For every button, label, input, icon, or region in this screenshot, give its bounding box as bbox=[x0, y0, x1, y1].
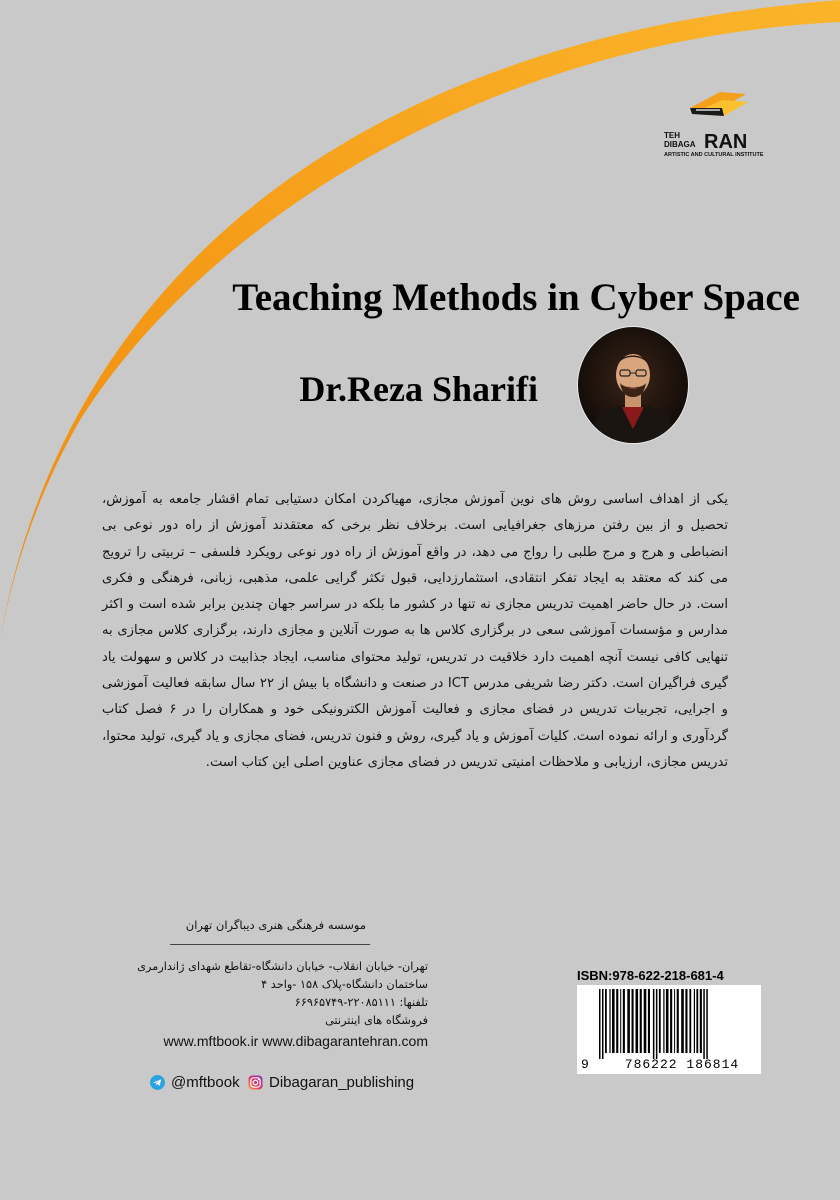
publisher-logo bbox=[664, 70, 774, 160]
barcode-bar bbox=[666, 989, 669, 1053]
barcode-bar bbox=[605, 989, 607, 1053]
barcode-bar bbox=[616, 989, 618, 1053]
summary-line: برگزاری کلاس ها به صورت آنلاین و مجازی دارند، برگزاری کلاس مجازی به تنهایی کافی نیست آنچه اهمیت دارد bbox=[102, 623, 728, 665]
barcode-bar bbox=[620, 989, 621, 1053]
barcode-prefix-digit: 9 bbox=[581, 1057, 589, 1072]
barcode-bar bbox=[656, 989, 658, 1059]
barcode-bar bbox=[640, 989, 642, 1053]
barcode-bar bbox=[648, 989, 650, 1053]
logo-subtitle: ARTISTIC AND CULTURAL INSTITUTE bbox=[664, 152, 764, 158]
barcode-bar bbox=[623, 989, 625, 1053]
telegram-handle: @mftbook bbox=[171, 1074, 240, 1091]
summary-line: طلبی را رواج می دهد، در واقع آموزش از راه دور نوعی رویکرد فلسفی – تربیتی را ترویج می کند که معتقد به ایجاد تفکر bbox=[102, 544, 728, 586]
barcode-bar bbox=[694, 989, 695, 1053]
summary-line: از بین رفتن مرزهای جغرافیایی است. برخلاف نظر برخی که معتقدند آموزش از راه دور نوعی بی انضباطی و هرج و مرج bbox=[102, 518, 728, 560]
author-name: Dr.Reza Sharifi bbox=[299, 369, 538, 409]
barcode-bar bbox=[670, 989, 672, 1053]
barcode-bar bbox=[632, 989, 634, 1053]
address-line-1: تهران- خیابان انقلاب- خیابان دانشگاه-تقاطع شهدای ژاندارمری bbox=[137, 960, 428, 973]
barcode-bar bbox=[627, 989, 630, 1053]
publisher-name: موسسه فرهنگی هنری دیباگران تهران bbox=[185, 918, 366, 932]
barcode-digits: 786222 186814 bbox=[624, 1057, 740, 1072]
barcode-bar bbox=[659, 989, 661, 1053]
barcode-bar bbox=[696, 989, 698, 1053]
logo-text-teh: TEH bbox=[664, 131, 680, 140]
barcode-bar bbox=[636, 989, 639, 1053]
barcode-bar bbox=[685, 989, 687, 1053]
summary-line: مجازی نه تنها در کشور ما بلکه در سراسر جهان چندین برابر شده است و اکثر مدارس و مؤسسات آموزشی سعی در bbox=[102, 597, 728, 639]
barcode-bar bbox=[703, 989, 705, 1059]
publisher-address-block bbox=[60, 958, 428, 1050]
isbn-barcode-block bbox=[577, 968, 761, 1074]
summary-line: خلاقیت در تدریس، تولید محتوای مناسب، ایجاد جذابیت در کلاس و سهولت یاد گیری فراگیران است. دکتر رضا bbox=[102, 649, 729, 692]
book-summary bbox=[102, 487, 728, 776]
barcode-bar bbox=[706, 989, 708, 1059]
instagram-icon bbox=[248, 1075, 263, 1090]
social-handles bbox=[150, 1074, 450, 1096]
online-stores-label: فروشگاه های اینترنتی bbox=[325, 1014, 428, 1027]
logo-text-ran: RAN bbox=[704, 131, 748, 153]
phone-line: تلفنها: ۲۲۰۸۵۱۱۱-۶۶۹۶۵۷۴۹ bbox=[294, 996, 428, 1009]
summary-line: مجازی و فعالیت آموزش الکترونیکی خود و همکاران را در ۶ فصل کتاب گردآوری و ارائه نموده است. کلیات آموزش و bbox=[102, 702, 728, 744]
barcode-bar bbox=[644, 989, 647, 1053]
publisher-divider bbox=[170, 944, 370, 945]
barcode-bar bbox=[653, 989, 655, 1059]
summary-line: شریفی مدرس ICT در صنعت و دانشگاه با بیش از ۲۲ سال سابقه فعالیت آموزشی و اجرایی، تجربیات تدریس در فضای bbox=[102, 676, 728, 718]
logo-text-dibaga: DIBAGA bbox=[664, 140, 696, 149]
barcode-bar bbox=[689, 989, 691, 1053]
address-line-2: ساختمان دانشگاه-پلاک ۱۵۸ -واحد ۴ bbox=[261, 978, 428, 991]
telegram-icon bbox=[150, 1075, 165, 1090]
instagram-handle: Dibagaran_publishing bbox=[269, 1074, 415, 1091]
author-portrait bbox=[576, 325, 690, 445]
barcode-bar bbox=[681, 989, 684, 1053]
isbn-label: ISBN:978-622-218-681-4 bbox=[577, 968, 724, 983]
website-links[interactable]: www.mftbook.ir www.dibagarantehran.com bbox=[163, 1033, 428, 1049]
barcode-bar bbox=[700, 989, 702, 1053]
book-title: Teaching Methods in Cyber Space bbox=[232, 276, 800, 319]
summary-line: تدریس در فضای مجازی عناوین اصلی این کتاب است. bbox=[205, 754, 498, 770]
barcode-bar bbox=[609, 989, 610, 1053]
barcode-bar bbox=[674, 989, 675, 1053]
summary-line: یکی از اهداف اساسی روش های نوین آموزش مجازی، مهیاکردن امکان دستیابی تمام اقشار جامعه به آموزش، تحصیل و bbox=[102, 492, 728, 534]
barcode-bar bbox=[663, 989, 664, 1053]
summary-line: انتقادی، استثمارزدایی، قبول تکثر گرایی علمی، مذهبی، زبانی، فرهنگی و فکری است. در حال حاضر اهمیت تدریس bbox=[102, 570, 728, 613]
barcode-bar bbox=[602, 989, 604, 1059]
summary-line: یاد گیری، روش و فنون تدریس، فضای مجازی و یاد گیری، تولید محتوا، تدریس مجازی، ارزیابی و ملاحظات امنیتی bbox=[102, 728, 728, 770]
telegram-link[interactable] bbox=[150, 1074, 240, 1091]
instagram-link[interactable] bbox=[248, 1074, 414, 1091]
barcode-bar bbox=[599, 989, 601, 1059]
logo-book-icon bbox=[676, 70, 756, 130]
barcode-bar bbox=[612, 989, 615, 1053]
barcode-bar bbox=[677, 989, 679, 1053]
